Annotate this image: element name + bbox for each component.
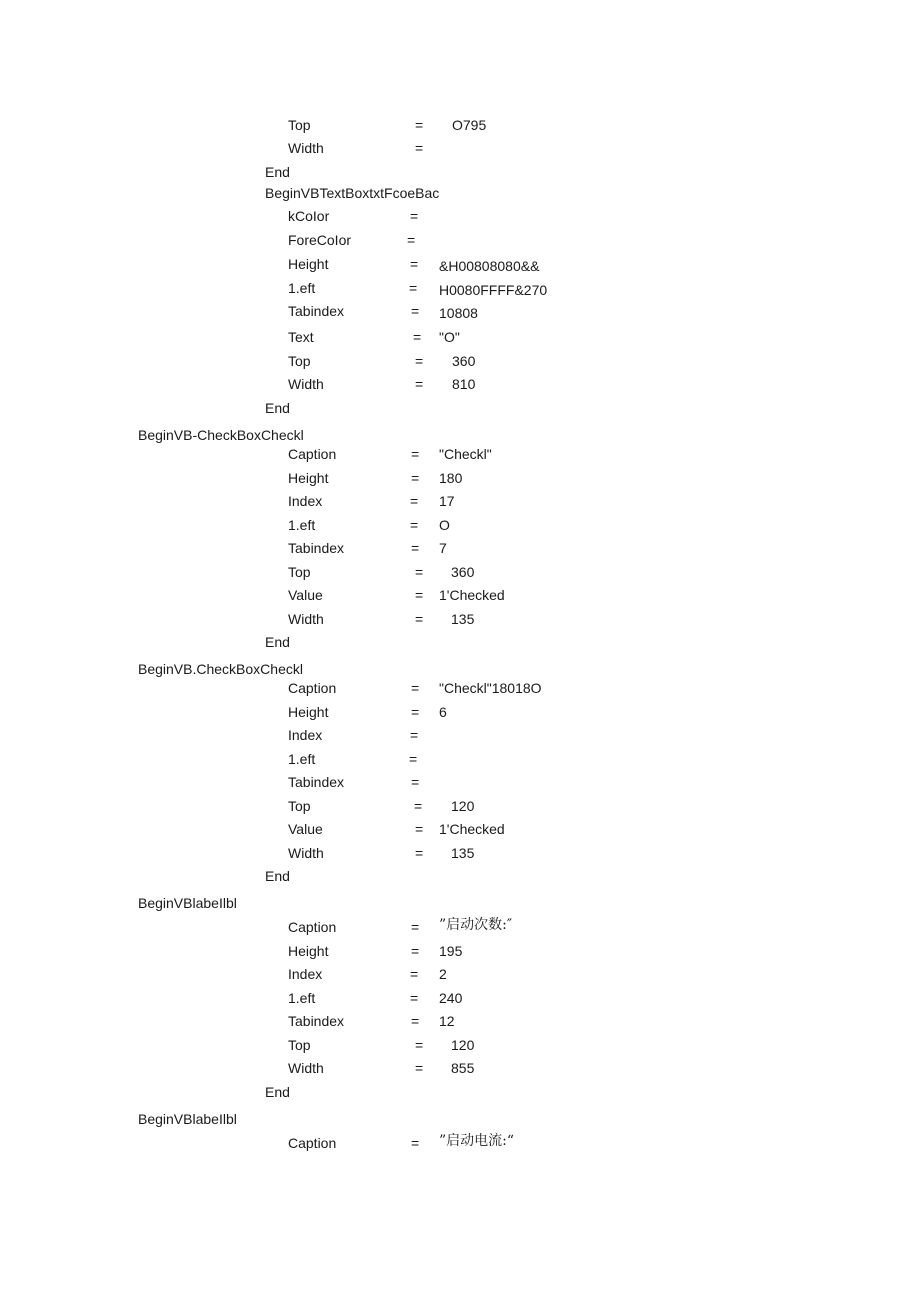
text-line-value-21: = [413,329,422,345]
text-line-index-63: Index [288,727,323,743]
text-line-caption-103: Caption [288,1135,337,1151]
text-line-end-55: End [265,634,290,650]
text-line-value-61: = [411,704,420,720]
text-line-value-47: = [415,564,424,580]
text-line-value-4: = [415,140,424,156]
text-line-width-3: Width [288,140,324,156]
text-line-index-37: Index [288,493,323,509]
text-line-top-23: Top [288,353,311,369]
text-line-o-22: "O" [439,329,460,345]
text-line-width-52: Width [288,611,324,627]
text-line-tabindex-67: Tabindex [288,774,345,790]
text-line-1-eft-40: 1.eft [288,517,316,533]
text-line-value-96: = [415,1037,424,1053]
text-line-width-26: Width [288,376,324,392]
text-line-17-39: 17 [439,493,455,509]
text-line-value-41: = [410,517,419,533]
text-line-135-77: 135 [451,845,475,861]
text-line-tabindex-92: Tabindex [288,1013,345,1029]
text-line-1-checked-51: 1'Checked [439,587,505,603]
text-line-value-44: = [411,540,420,556]
text-line-360-48: 360 [451,564,475,580]
text-line-7-45: 7 [439,540,447,556]
text-line-h00808080-13: &H00808080&& [439,258,540,274]
text-line-end-5: End [265,164,290,180]
text-line-360-25: 360 [452,353,476,369]
text-line-width-98: Width [288,1060,324,1076]
text-line-value-82: ”启动次数:″ [439,917,513,933]
text-line-135-54: 135 [451,611,475,627]
text-line-caption-31: Caption [288,446,337,462]
text-line-1-eft-65: 1.eft [288,751,316,767]
text-line-height-83: Height [288,943,329,959]
text-line-value-8: = [410,208,419,224]
text-line-caption-57: Caption [288,680,337,696]
text-line-value-38: = [410,493,419,509]
text-line-width-75: Width [288,845,324,861]
text-line-tabindex-43: Tabindex [288,540,345,556]
text-line-value-99: = [415,1060,424,1076]
text-line-value-81: = [411,919,420,935]
text-line-value-84: = [411,943,420,959]
text-line-beginvb-checkboxcheckl-30: BeginVB-CheckBoxCheckl [138,427,304,443]
text-line-kcoior-7: kCoIor [288,208,330,224]
text-line-checkl-18018o-59: "Checkl"18018O [439,680,542,696]
text-line-height-34: Height [288,470,329,486]
text-line-beginvblabeilbl-79: BeginVBlabeIlbl [138,895,237,911]
text-line-1-eft-14: 1.eft [288,280,316,296]
text-line-value-58: = [411,680,420,696]
text-line-value-64: = [410,727,419,743]
text-line-top-46: Top [288,564,311,580]
text-line-height-60: Height [288,704,329,720]
text-line-value-49: Value [288,587,323,603]
text-line-value-73: = [415,821,424,837]
text-line-195-85: 195 [439,943,463,959]
text-line-o795-2: O795 [452,117,487,133]
text-line-value-24: = [415,353,424,369]
text-line-value-70: = [414,798,423,814]
text-line-120-97: 120 [451,1037,475,1053]
text-line-value-53: = [415,611,424,627]
text-line-value-105: ”启动电流:“ [439,1133,515,1149]
text-line-caption-80: Caption [288,919,337,935]
text-line-value-93: = [411,1013,420,1029]
text-line-value-27: = [415,376,424,392]
text-line-end-101: End [265,1084,290,1100]
text-line-beginvb-checkboxcheckl-56: BeginVB.CheckBoxCheckl [138,661,303,677]
text-line-value-68: = [411,774,420,790]
text-line-120-71: 120 [451,798,475,814]
text-line-180-36: 180 [439,470,463,486]
text-line-value-76: = [415,845,424,861]
text-line-12-94: 12 [439,1013,455,1029]
text-line-value-32: = [411,446,420,462]
text-line-240-91: 240 [439,990,463,1006]
text-line-top-69: Top [288,798,311,814]
text-line-end-78: End [265,868,290,884]
text-line-checkl-33: "Checkl" [439,446,492,462]
text-line-1-eft-89: 1.eft [288,990,316,1006]
text-line-beginvblabeilbl-102: BeginVBlabeIlbl [138,1111,237,1127]
text-line-top-95: Top [288,1037,311,1053]
text-line-index-86: Index [288,966,323,982]
text-line-beginvbtextboxtxtfcoebac-6: BeginVBTextBoxtxtFcoeBac [265,185,440,201]
text-line-height-11: Height [288,256,329,272]
text-line-value-66: = [409,751,418,767]
text-line-6-62: 6 [439,704,447,720]
text-line-value-87: = [410,966,419,982]
text-line-value-72: Value [288,821,323,837]
text-line-value-10: = [407,232,416,248]
text-line-tabindex-17: Tabindex [288,303,345,319]
text-line-810-28: 810 [452,376,476,392]
text-line-value-90: = [410,990,419,1006]
text-line-text-20: Text [288,329,314,345]
text-line-value-15: = [409,280,418,296]
text-line-2-88: 2 [439,966,447,982]
text-line-1-checked-74: 1'Checked [439,821,505,837]
text-line-value-12: = [410,256,419,272]
text-line-10808-19: 10808 [439,305,478,321]
text-line-h0080ffff-270-16: H0080FFFF&270 [439,282,548,298]
text-line-value-50: = [415,587,424,603]
text-line-end-29: End [265,400,290,416]
text-line-value-104: = [411,1135,420,1151]
text-line-forecoior-9: ForeCoIor [288,232,352,248]
text-line-value-18: = [411,303,420,319]
text-line-855-100: 855 [451,1060,475,1076]
text-line-o-42: O [439,517,450,533]
text-line-value-35: = [411,470,420,486]
text-line-value-1: = [415,117,424,133]
text-line-top-0: Top [288,117,311,133]
